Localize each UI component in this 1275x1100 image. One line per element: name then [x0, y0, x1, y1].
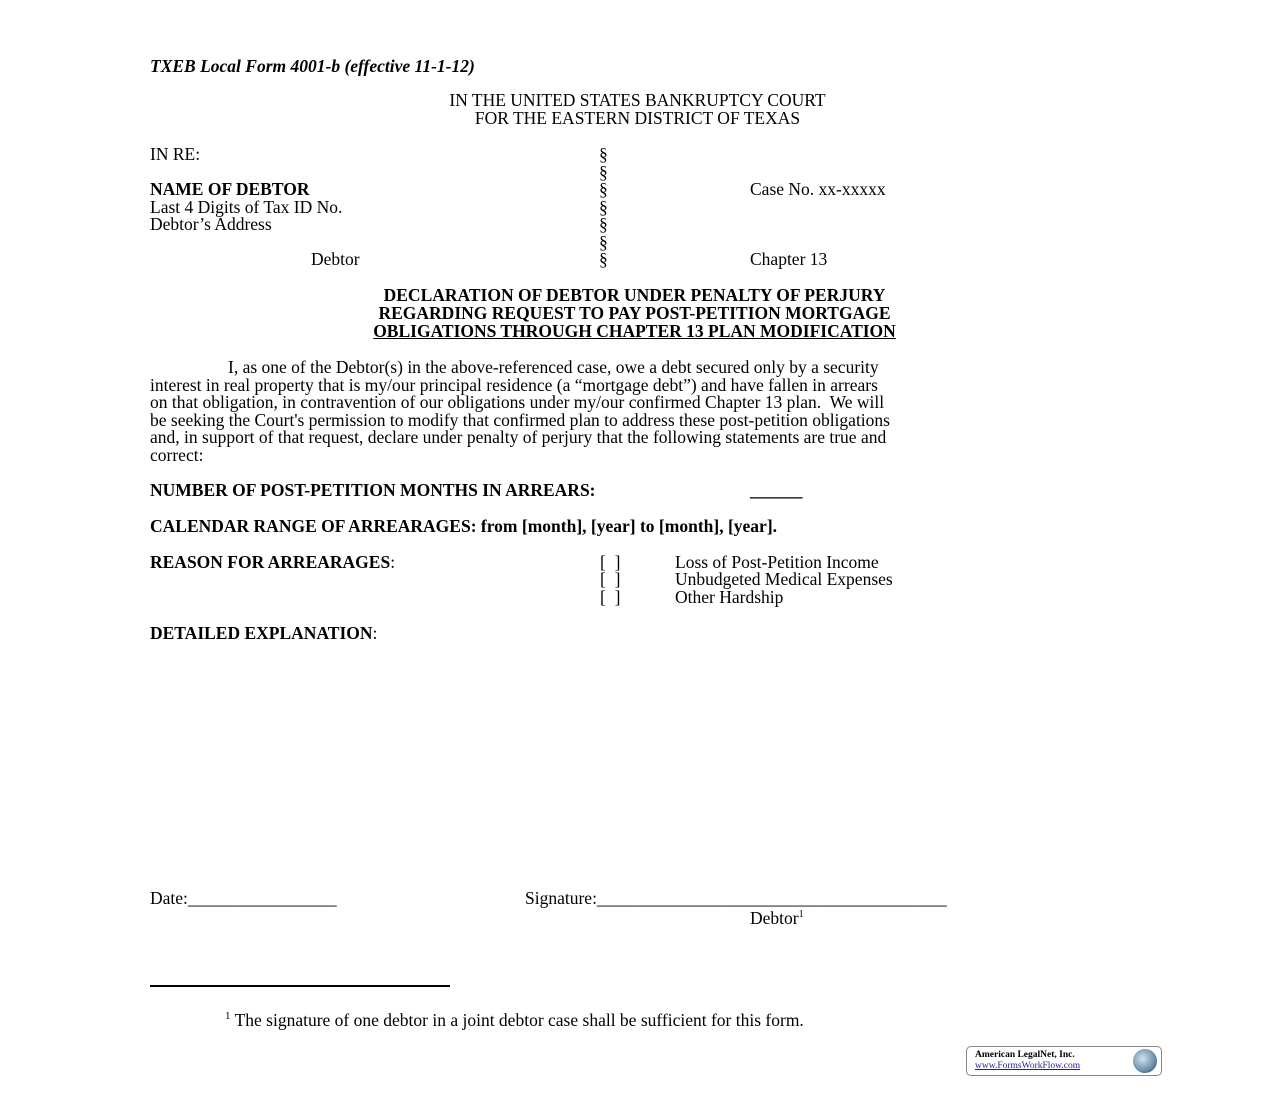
body-line: I, as one of the Debtor(s) in the above-referenced case, owe a debt secured only by a security [228, 357, 879, 377]
signature-caption: Debtor [750, 907, 799, 928]
tax-id: Last 4 Digits of Tax ID No. [150, 197, 343, 217]
checkbox-loss-income[interactable]: [ ] [600, 552, 621, 572]
section-mark: § [599, 232, 608, 252]
body-line: correct: [150, 445, 204, 465]
section-mark: § [599, 249, 608, 269]
debtor-name: NAME OF DEBTOR [150, 179, 310, 199]
logo-link[interactable]: www.FormsWorkFlow.com [975, 1061, 1081, 1071]
section-mark: § [599, 214, 608, 234]
section-mark: § [599, 179, 608, 199]
debtor-label: Debtor [311, 249, 360, 269]
explanation-label: DETAILED EXPLANATION [150, 623, 373, 643]
in-re: IN RE: [150, 144, 201, 164]
signature-field[interactable]: Signature:________________________________________ [525, 888, 947, 908]
date-field[interactable]: Date:_________________ [150, 888, 337, 908]
title-line: REGARDING REQUEST TO PAY POST-PETITION MORTGAGE [378, 303, 891, 323]
months-field[interactable]: ______ [750, 480, 803, 500]
title-line: OBLIGATIONS THROUGH CHAPTER 13 PLAN MODIFICATION [373, 321, 896, 341]
title-line: DECLARATION OF DEBTOR UNDER PENALTY OF PERJURY [383, 285, 886, 305]
body-line: and, in support of that request, declare under penalty of perjury that the following statements are true and [150, 427, 887, 447]
body-line: on that obligation, in contravention of our obligations under my/our confirmed Chapter 13 plan. We will [150, 392, 885, 412]
reason-label: REASON FOR ARREARAGES [150, 552, 391, 572]
debtor-address: Debtor’s Address [150, 214, 272, 234]
checkbox-other[interactable]: [ ] [600, 587, 621, 607]
body-line: interest in real property that is my/our principal residence (a “mortgage debt”) and have fallen in arrears [150, 375, 878, 395]
body-line: be seeking the Court's permission to modify that confirmed plan to address these post-petition obligations [150, 410, 890, 430]
arrearage-range: CALENDAR RANGE OF ARREARAGES: from [month], [year] to [month], [year]. [150, 516, 778, 536]
footnote-divider [150, 985, 450, 987]
case-number: Case No. xx-xxxxx [750, 179, 886, 199]
section-mark: § [599, 162, 608, 182]
court-name: IN THE UNITED STATES BANKRUPTCY COURT [449, 90, 826, 110]
reason-option: Other Hardship [675, 587, 784, 607]
chapter: Chapter 13 [750, 249, 828, 269]
section-mark: § [599, 197, 608, 217]
colon: : [390, 552, 396, 572]
court-district: FOR THE EASTERN DISTRICT OF TEXAS [474, 108, 801, 128]
section-mark: § [599, 144, 608, 164]
reason-option: Unbudgeted Medical Expenses [675, 569, 893, 589]
months-label: NUMBER OF POST-PETITION MONTHS IN ARREARS: [150, 480, 596, 500]
logo-company: American LegalNet, Inc. [975, 1050, 1075, 1060]
footnote-text: The signature of one debtor in a joint debtor case shall be sufficient for this form. [234, 1009, 804, 1030]
form-header: TXEB Local Form 4001-b (effective 11-1-12) [150, 56, 475, 76]
colon: : [372, 623, 378, 643]
reason-option: Loss of Post-Petition Income [675, 552, 879, 572]
footnote-number: 1 [225, 1010, 231, 1022]
checkbox-medical[interactable]: [ ] [600, 569, 621, 589]
footnote-ref: 1 [798, 909, 804, 920]
american-legalnet-logo [966, 1046, 1162, 1076]
globe-icon [1133, 1049, 1157, 1073]
